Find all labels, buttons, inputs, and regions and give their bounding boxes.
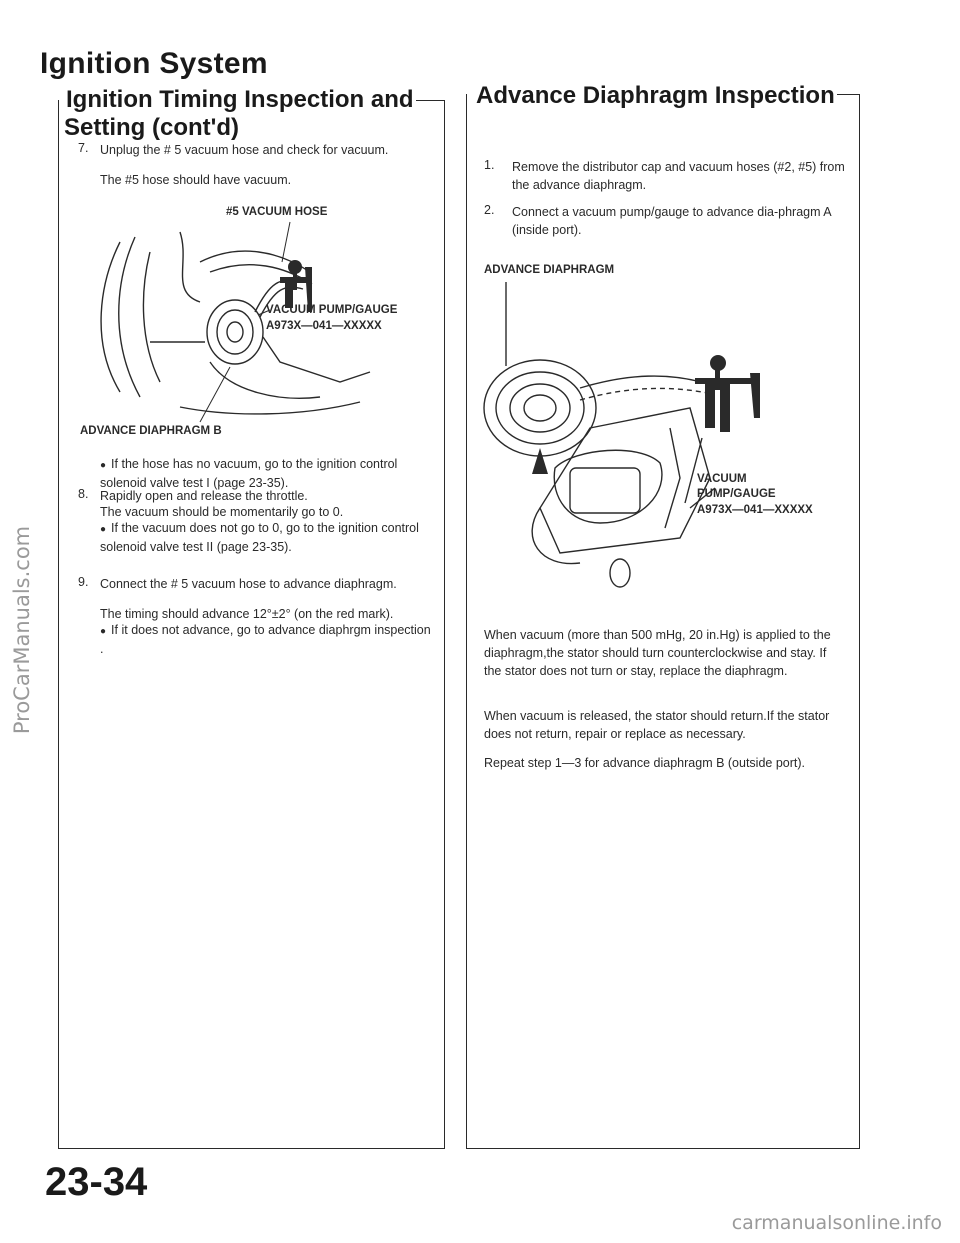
- fig-gauge-label-line2: PUMP/GAUGE: [697, 488, 776, 500]
- inspection-para-1: When vacuum (more than 500 mHg, 20 in.Hg) is applied to the diaphragm,the stator should turn counterclockwise and stay. If the stator does not turn or stay, replace the diaphragm.: [484, 628, 831, 679]
- bullet-vacuum-not-zero: ● If the vacuum does not go to 0, go to the ignition control solenoid valve test II (page 23-35).: [100, 519, 435, 556]
- fig-gauge-label-line1: VACUUM: [697, 473, 747, 485]
- step-7-note: The #5 hose should have vacuum.: [100, 173, 292, 187]
- footer-watermark: carmanualsonline.info: [731, 1212, 942, 1234]
- side-watermark-text: ProCarManuals.com: [10, 525, 34, 735]
- fig-advance-diaphragm-label: ADVANCE DIAPHRAGM: [484, 264, 615, 276]
- step-1-text: Remove the distributor cap and vacuum hoses (#2, #5) from the advance diaphragm.: [512, 160, 845, 193]
- bullet-no-vacuum: ● If the hose has no vacuum, go to the ignition control solenoid valve test I (page 23-35).: [100, 455, 435, 492]
- fig-gauge-label: VACUUM PUMP/GAUGE: [266, 304, 398, 316]
- step-7-number: 7.: [78, 141, 89, 155]
- right-section-box: [466, 94, 860, 1149]
- step-9-number: 9.: [78, 575, 89, 589]
- fig-hose-label: #5 VACUUM HOSE: [226, 206, 328, 218]
- right-section-title: Advance Diaphragm Inspection: [476, 82, 835, 109]
- step-2-text: Connect a vacuum pump/gauge to advance dia-phragm A (inside port).: [512, 205, 831, 238]
- fig-diaphragm-b-label: ADVANCE DIAPHRAGM B: [80, 425, 222, 437]
- inspection-para-2: When vacuum is released, the stator should return.If the stator does not return, repair or replace as necessary.: [484, 709, 830, 742]
- step-1-number: 1.: [484, 158, 495, 172]
- side-watermark: [2, 500, 42, 760]
- fig-gauge-part-number-right: A973X—041—XXXXX: [697, 504, 813, 516]
- fig-gauge-part-number: A973X—041—XXXXX: [266, 320, 382, 332]
- distributor-vacuum-pump-illustration: [480, 278, 800, 598]
- inspection-para-3: Repeat step 1—3 for advance diaphragm B (outside port).: [484, 756, 806, 770]
- bullet-no-advance: ● If it does not advance, go to advance diaphrgm inspection .: [100, 621, 435, 658]
- step-8-text: Rapidly open and release the throttle.: [100, 489, 308, 503]
- step-2-number: 2.: [484, 203, 495, 217]
- step-9-note: The timing should advance 12°±2° (on the red mark).: [100, 607, 394, 621]
- left-section-title-line2: Setting (cont'd): [64, 114, 240, 141]
- page-title: Ignition System: [40, 47, 268, 80]
- left-section-title-line1: Ignition Timing Inspection and: [66, 86, 414, 113]
- page-number: 23-34: [45, 1160, 148, 1204]
- step-9-text: Connect the # 5 vacuum hose to advance diaphragm.: [100, 577, 397, 591]
- step-8-note: The vacuum should be momentarily go to 0.: [100, 505, 344, 519]
- step-8-number: 8.: [78, 487, 89, 501]
- step-7-text: Unplug the # 5 vacuum hose and check for vacuum.: [100, 143, 389, 157]
